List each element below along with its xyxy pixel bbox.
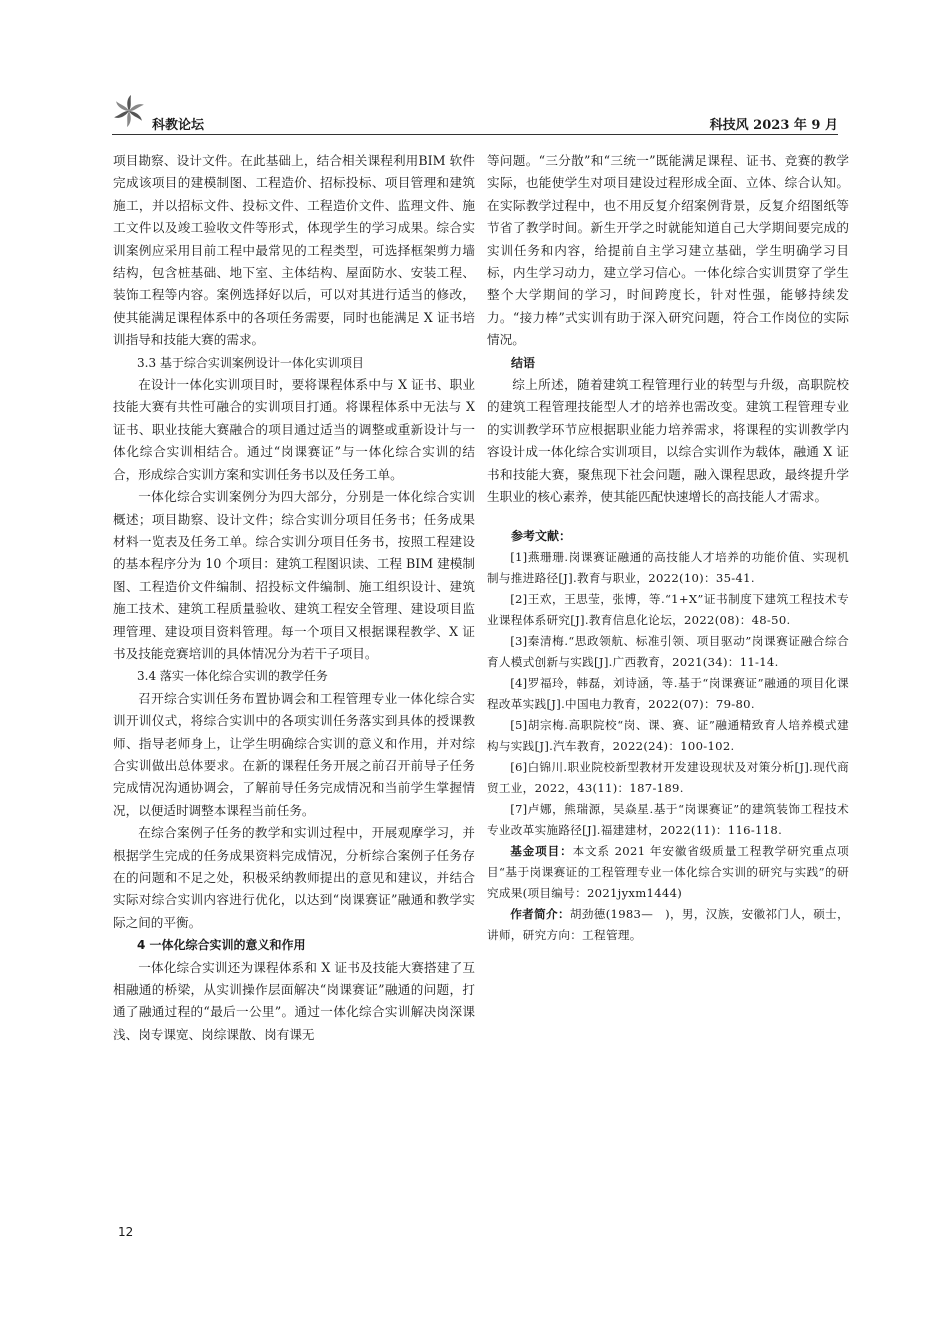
paragraph: 在综合案例子任务的教学和实训过程中，开展观摩学习，并根据学生完成的任务成果资料完成情况，分析综合案例子任务存在的问题和不足之处，积极采纳教师提出的意见和建议，并结合实际对综合实训内容进行优化，以达到“岗课赛证”融通和教学实际之间的平衡。: [113, 825, 475, 930]
section-name: 科教论坛: [152, 118, 205, 133]
journal-issue: 科技风 2023 年 9 月: [709, 118, 838, 133]
references-title: 参考文献：: [511, 528, 572, 543]
fund-info: [487, 841, 849, 904]
reference-item: [2]王欢，王思莹，张博，等.“1+X”证书制度下建筑工程技术专业课程体系研究[J].教育信息化论坛，2022(08)：48-50.: [487, 591, 849, 627]
section-heading-4: 4 一体化综合实训的意义和作用: [137, 938, 306, 953]
reference-item: [6]白锦川.职业院校新型教材开发建设现状及对策分析[J].现代商贸工业，2022，43(11)：187-189.: [487, 759, 849, 795]
page-number: 12: [118, 1225, 134, 1239]
paragraph: 召开综合实训任务布置协调会和工程管理专业一体化综合实训开训仪式，将综合实训中的各项实训任务落实到具体的授课教师、指导老师身上，让学生明确综合实训的意义和作用，并对综合实训做出总体要求。在新的课程任务开展之前召开前导子任务完成情况沟通协调会，了解前导任务完成情况和当前学生掌握情况，以便适时调整本课程当前任务。: [113, 690, 475, 818]
paragraph: 等问题。“三分散”和“三统一”既能满足课程、证书、竞赛的教学实际，也能使学生对项目建设过程形成全面、立体、综合认知。在实际教学过程中，也不用反复介绍案例背景，反复介绍图纸等节省了教学时间。新生开学之时就能知道自己大学期间要完成的实训任务和内容，给提前自主学习建立基础，学生明确学习目标，内生学习动力，建立学习信心。一体化综合实训贯穿了学生整个大学期间的学习，时间跨度长，针对性强，能够持续发力。“接力棒”式实训有助于深入研究问题，符合工作岗位的实际情况。: [487, 153, 849, 348]
paragraph: 综上所述，随着建筑工程管理行业的转型与升级，高职院校的建筑工程管理技能型人才的培养也需改变。建筑工程管理专业的实训教学环节应根据职业能力培养需求，将课程的实训教学内容设计成一体化综合实训项目，以综合实训作为载体，融通 X 证书和技能大赛，聚焦现下社会问题，融入课程思政，最终提升学生职业的核心素养，使其能匹配快速增长的高技能人才需求。: [487, 377, 849, 505]
author-text: 胡劲德(1983— )，男，汉族，安徽祁门人，硕士，讲师，研究方向：工程管理。: [487, 906, 849, 942]
paragraph: 一体化综合实训还为课程体系和 X 证书及技能大赛搭建了互相融通的桥梁，从实训操作层面解决“岗课赛证”融通的问题，打通了融通过程的“最后一公里”。通过一体化综合实训解决岗深课浅、岗专课宽、岗综课散、岗有课无: [113, 959, 475, 1042]
author-label: 作者简介：: [510, 906, 570, 921]
fund-label: 基金项目：: [510, 843, 573, 858]
reference-item: [4]罗福玲，韩磊，刘诗涵，等.基于“岗课赛证”融通的项目化课程改革实践[J].中国电力教育，2022(07)：79-80.: [487, 675, 849, 711]
paragraph: 在设计一体化实训项目时，要将课程体系中与 X 证书、职业技能大赛有共性可融合的实训项目打通。将课程体系中无法与 X 证书、职业技能大赛融合的项目通过适当的调整或重新设计与一体化综合实训相结合。通过“岗课赛证”与一体化综合实训的结合，形成综合实训方案和实训任务书以及任务工单。: [113, 377, 475, 482]
section-heading-3-3: 3.3 基于综合实训案例设计一体化实训项目: [137, 355, 364, 370]
pinwheel-logo-icon: [112, 94, 146, 128]
left-column: [113, 150, 475, 1046]
author-info: [487, 904, 849, 946]
reference-item: [3]秦清梅.“思政领航、标准引领、项目驱动”岗课赛证融合综合育人模式创新与实践[J].广西教育，2021(34)：11-14.: [487, 633, 849, 669]
paragraph: 项目勘察、设计文件。在此基础上，结合相关课程利用BIM 软件完成该项目的建模制图、工程造价、招标投标、项目管理和建筑施工，并以招标文件、投标文件、工程造价文件、监理文件、施工文件以及竣工验收文件等形式，体现学生的学习成果。综合实训案例应采用目前工程中最常见的工程类型，可选择框架剪力墙结构，包含桩基础、地下室、主体结构、屋面防水、安装工程、装饰工程等内容。案例选择好以后，可以对其进行适当的修改，使其能满足课程体系中的各项任务需要，同时也能满足 X 证书培训指导和技能大赛的需求。: [113, 153, 475, 348]
reference-item: [5]胡宗梅.高职院校“岗、课、赛、证”融通精致育人培养模式建构与实践[J].汽车教育，2022(24)：100-102.: [487, 717, 849, 753]
fund-text: 本文系 2021 年安徽省级质量工程教学研究重点项目“基于岗课赛证的工程管理专业一体化综合实训的研究与实践”的研究成果(项目编号：2021jyxm1444): [487, 843, 849, 900]
reference-item: [1]燕珊珊.岗课赛证融通的高技能人才培养的功能价值、实现机制与推进路径[J].教育与职业，2022(10)：35-41.: [487, 549, 849, 585]
page-header: [112, 94, 838, 135]
reference-item: [7]卢娜，熊瑞源，吴焱星.基于“岗课赛证”的建筑装饰工程技术专业改革实施路径[J].福建建材，2022(11)：116-118.: [487, 801, 849, 837]
right-column: [487, 150, 849, 946]
section-heading-3-4: 3.4 落实一体化综合实训的教学任务: [137, 669, 328, 684]
paragraph: 一体化综合实训案例分为四大部分，分别是一体化综合实训概述；项目勘察、设计文件；综合实训分项目任务书；任务成果材料一览表及任务工单。综合实训分项目任务书，按照工程建设的基本程序分为 10 个项目：建筑工程图识读、工程 BIM 建模制图、工程造价文件编制、招投标文件编制、施工组织设计、建筑施工技术、建筑工程质量验收、建筑工程安全管理、建设项目监理管理、建设项目资料管理。每一个项目又根据课程教学、X 证书及技能竞赛培训的具体情况分为若干子项目。: [113, 489, 475, 661]
conclusion-heading: 结语: [511, 355, 536, 370]
